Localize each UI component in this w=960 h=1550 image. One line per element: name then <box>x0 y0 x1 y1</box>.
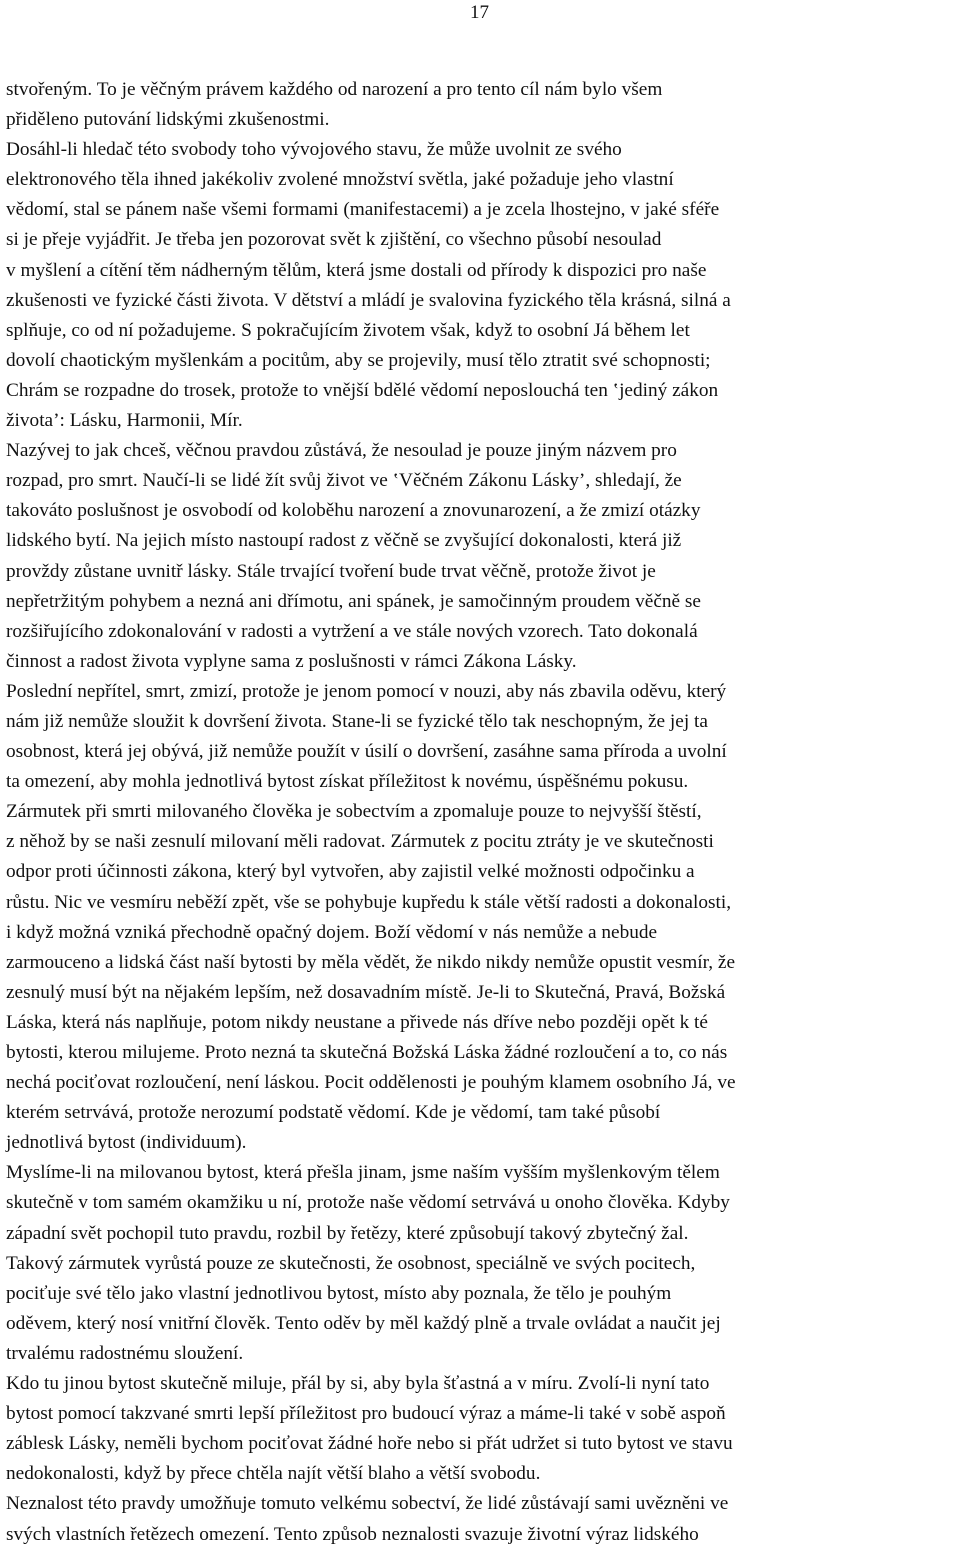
text-line: nám již nemůže sloužit k dovršení života. Stane-li se fyzické tělo tak neschopným, že jej ta <box>6 710 708 732</box>
text-line: růstu. Nic ve vesmíru neběží zpět, vše se pohybuje kupředu k stále větší radosti a dokonalosti, <box>6 891 732 913</box>
text-line: lidského bytí. Na jejich místo nastoupí radost z věčně se zvyšující dokonalosti, která již <box>6 530 682 552</box>
text-line: Zármutek při smrti milovaného člověka je sobectvím a zpomaluje pouze to nejvyšší štěstí, <box>6 801 702 823</box>
text-line: západní svět pochopil tuto pravdu, rozbil by řetězy, které způsobují takový zbytečný žal. <box>6 1222 689 1244</box>
page-number: 17 <box>470 2 489 23</box>
text-line: Kdo tu jinou bytost skutečně miluje, přál by si, aby byla šťastná a v míru. Zvolí-li nyní tato <box>6 1373 710 1395</box>
text-line: Nazývej to jak chceš, věčnou pravdou zůstává, že nesoulad je pouze jiným názvem pro <box>6 440 677 462</box>
text-line: Dosáhl-li hledač této svobody toho vývojového stavu, že může uvolnit ze svého <box>6 139 622 161</box>
text-line: zesnulý musí být na nějakém lepším, než dosavadním místě. Je-li to Skutečná, Pravá, Božská <box>6 981 726 1003</box>
body-text <box>6 75 956 1550</box>
text-line: takováto poslušnost je osvobodí od koloběhu narození a znovunarození, a že zmizí otázky <box>6 500 701 522</box>
text-line: dovolí chaotickým myšlenkám a pocitům, aby se projevily, musí tělo ztratit své schopnosti; <box>6 349 711 371</box>
text-line: nedokonalosti, když by přece chtěla najít větší blaho a větší svobodu. <box>6 1463 541 1485</box>
text-line: činnost a radost života vyplyne sama z poslušnosti v rámci Zákona Lásky. <box>6 650 577 672</box>
text-line: osobnost, která jej obývá, již nemůže použít v úsilí o dovršení, zasáhne sama příroda a uvolní <box>6 741 727 763</box>
text-line: Neznalost této pravdy umožňuje tomuto velkému sobectví, že lidé zůstávají sami uvězněni ve <box>6 1493 729 1515</box>
text-line: kterém setrvává, protože nerozumí podstatě vědomí. Kde je vědomí, tam také působí <box>6 1102 661 1124</box>
text-line: skutečně v tom samém okamžiku u ní, protože naše vědomí setrvává u onoho člověka. Kdyby <box>6 1192 730 1214</box>
text-line: pociťuje své tělo jako vlastní jednotlivou bytost, místo aby poznala, že tělo je pouhým <box>6 1282 672 1304</box>
text-line: stvořeným. To je věčným právem každého od narození a pro tento cíl nám bylo všem <box>6 79 663 100</box>
text-line: oděvem, který nosí vnitřní člověk. Tento oděv by měl každý plně a trvale ovládat a naučit jej <box>6 1312 721 1334</box>
text-line: i když možná vzniká přechodně opačný dojem. Boží vědomí v nás nemůže a nebude <box>6 921 658 943</box>
text-line: elektronového těla ihned jakékoliv zvolené množství světla, jaké požaduje jeho vlastní <box>6 169 674 191</box>
text-line: bytost pomocí takzvané smrti lepší příležitost pro budoucí výraz a máme-li také v sobě aspoň <box>6 1403 726 1425</box>
text-line: trvalému radostnému sloužení. <box>6 1342 244 1364</box>
text-line: Myslíme-li na milovanou bytost, která přešla jinam, jsme naším vyšším myšlenkovým tělem <box>6 1162 720 1184</box>
text-line: Poslední nepřítel, smrt, zmizí, protože je jenom pomocí v nouzi, aby nás zbavila oděvu, který <box>6 680 727 702</box>
text-line: v myšlení a cítění těm nádherným tělům, která jsme dostali od přírody k dispozici pro naše <box>6 259 707 281</box>
text-line: života’: Lásku, Harmonii, Mír. <box>6 410 243 432</box>
text-line: jednotlivá bytost (individuum). <box>6 1132 247 1154</box>
text-line: z něhož by se naši zesnulí milovaní měli radovat. Zármutek z pocitu ztráty je ve skutečnosti <box>6 831 714 853</box>
text-line: vědomí, stal se pánem naše všemi formami (manifestacemi) a je zcela lhostejno, v jaké sféře <box>6 199 720 221</box>
text-line: rozpad, pro smrt. Naučí-li se lidé žít svůj život ve ‛Věčném Zákonu Lásky’, shledají, že <box>6 470 682 492</box>
text-line: přiděleno putování lidskými zkušenostmi. <box>6 109 330 131</box>
text-line: odpor proti účinnosti zákona, který byl vytvořen, aby zajistil velké možnosti odpočinku a <box>6 861 695 883</box>
text-line: splňuje, co od ní požadujeme. S pokračujícím životem však, když to osobní Já během let <box>6 319 690 341</box>
text-line: rozšiřujícího zdokonalování v radosti a vytržení a ve stále nových vzorech. Tato dokonalá <box>6 620 698 642</box>
text-line: bytosti, kterou milujeme. Proto nezná ta skutečná Božská Láska žádné rozloučení a to, co nás <box>6 1042 728 1063</box>
text-line: Takový zármutek vyrůstá pouze ze skutečnosti, že osobnost, speciálně ve svých pocitech, <box>6 1252 696 1274</box>
text-line: nepřetržitým pohybem a nezná ani dřímotu, ani spánek, je samočinným proudem věčně se <box>6 590 701 612</box>
text-line: Láska, která nás naplňuje, potom nikdy neustane a přivede nás dříve nebo později opět k té <box>6 1011 708 1033</box>
text-line: ta omezení, aby mohla jednotlivá bytost získat příležitost k novému, úspěšnému pokusu. <box>6 771 689 793</box>
text-line: zarmouceno a lidská část naší bytosti by měla vědět, že nikdo nikdy nemůže opustit vesmír, že <box>6 951 736 973</box>
text-line: nechá pociťovat rozloučení, není láskou. Pocit oddělenosti je pouhým klamem osobního Já, ve <box>6 1072 736 1094</box>
text-line: zkušenosti ve fyzické části života. V dětství a mládí je svalovina fyzického těla krásná, silná a <box>6 289 731 311</box>
text-line: záblesk Lásky, neměli bychom pociťovat žádné hoře nebo si přát udržet si tuto bytost ve stavu <box>6 1433 733 1455</box>
text-line: si je přeje vyjádřit. Je třeba jen pozorovat svět k zjištění, co všechno působí nesoulad <box>6 229 662 251</box>
text-line: Chrám se rozpadne do trosek, protože to vnější bdělé vědomí neposlouchá ten ‛jediný zákon <box>6 379 719 401</box>
text-line: provždy zůstane uvnitř lásky. Stále trvající tvoření bude trvat věčně, protože život je <box>6 560 656 582</box>
text-line: svých vlastních řetězech omezení. Tento způsob neznalosti svazuje životní výraz lidského <box>6 1523 699 1545</box>
